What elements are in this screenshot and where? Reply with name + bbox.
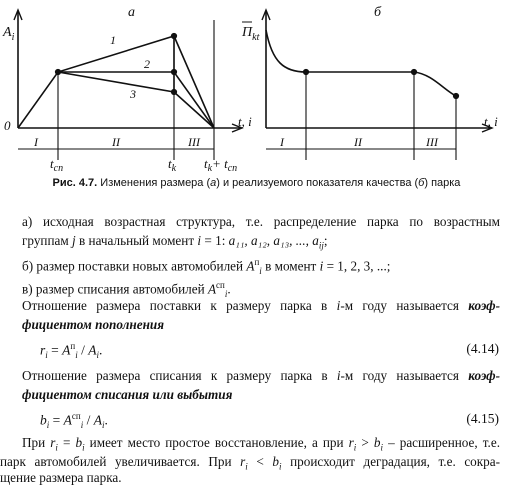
curve-1-label: 1	[110, 33, 116, 47]
origin-label: 0	[4, 118, 11, 133]
panel-b-zone-3: III	[426, 135, 438, 149]
paragraph-replenish-line-1: Отношение размера поставки к размеру парка в i-м году называется коэф-	[22, 298, 500, 313]
point-1	[171, 33, 176, 38]
point-2	[171, 69, 176, 74]
curve-2-label: 2	[144, 57, 150, 71]
tick-tk: $t_k$	[168, 156, 177, 174]
panel-a-ylabel: $A_i$	[3, 25, 15, 43]
tick-tend: $t_k+ t_{сп}$	[204, 156, 238, 174]
equation-number-4-14: (4.14)	[466, 341, 499, 356]
quality-curve	[266, 30, 456, 96]
equation-number-4-15: (4.15)	[466, 411, 499, 426]
paragraph-b: б) размер поставки новых автомобилей $A^п_i$ в момент i = 1, 2, 3, ...;	[22, 257, 391, 277]
paragraph-conclusion-line-2: парк автомобилей увеличивается. При $r_i < b_i$ происходит деградация, т.е. сокра-	[0, 454, 501, 472]
point-3	[171, 89, 176, 94]
panel-a-axis-label: t, i	[238, 114, 252, 129]
panel-a-zone-1: I	[34, 135, 38, 149]
equation-4-14: $r_i = A^п_i / A_i$. (4.14)	[40, 341, 499, 361]
paragraph-conclusion-line-3: щение размера парка.	[0, 470, 122, 485]
panel-b-ylabel: $П_{kt}$	[242, 25, 260, 43]
quality-point-2	[411, 69, 416, 74]
panel-a-zone-3: III	[188, 135, 200, 149]
panel-b-label: б	[374, 5, 382, 20]
tick-tcp: $t_{сп}$	[50, 156, 64, 174]
curve-3	[58, 72, 214, 128]
point-start	[55, 69, 60, 74]
quality-point-1	[303, 69, 308, 74]
curve-2	[58, 72, 214, 128]
panel-a-label: а	[128, 5, 135, 20]
panel-b-axis-label: t, i	[484, 114, 498, 129]
figure-caption: Рис. 4.7. Изменения размера (а) и реализуемого показателя качества (б) парка	[52, 177, 461, 189]
equation-4-15: $b_i = A^{сп}_i / A_i$. (4.15)	[40, 411, 499, 431]
panel-b	[262, 10, 492, 160]
curve-3-label: 3	[130, 87, 136, 101]
paragraph-a-line-2: группам j в начальный момент i = 1: a₁₁, a₁₂, a₁₃, ..., $a_{ij}$;	[22, 233, 328, 251]
paragraph-writeoff-line-2: фициентом списания или выбытия	[22, 387, 233, 402]
quality-point-3	[453, 93, 458, 98]
paragraph-a-line-1: а) исходная возрастная структура, т.е. распределение парка по возрастным	[22, 214, 500, 229]
paragraph-conclusion-line-1: При $r_i = b_i$ имеет место простое восстановление, а при $r_i > b_i$ – расширенное, т.е.	[22, 435, 500, 453]
figure-4-7	[0, 0, 513, 176]
paragraph-writeoff-line-1: Отношение размера списания к размеру парка в i-м году называется коэф-	[22, 368, 500, 383]
panel-b-zone-1: I	[280, 135, 284, 149]
panel-a	[14, 10, 242, 160]
paragraph-replenish-line-2: фициентом пополнения	[22, 317, 165, 332]
panel-a-zone-2: II	[112, 135, 120, 149]
panel-b-zone-2: II	[354, 135, 362, 149]
paragraph-c: в) размер списания автомобилей $A^{сп}_i$.	[22, 280, 231, 300]
